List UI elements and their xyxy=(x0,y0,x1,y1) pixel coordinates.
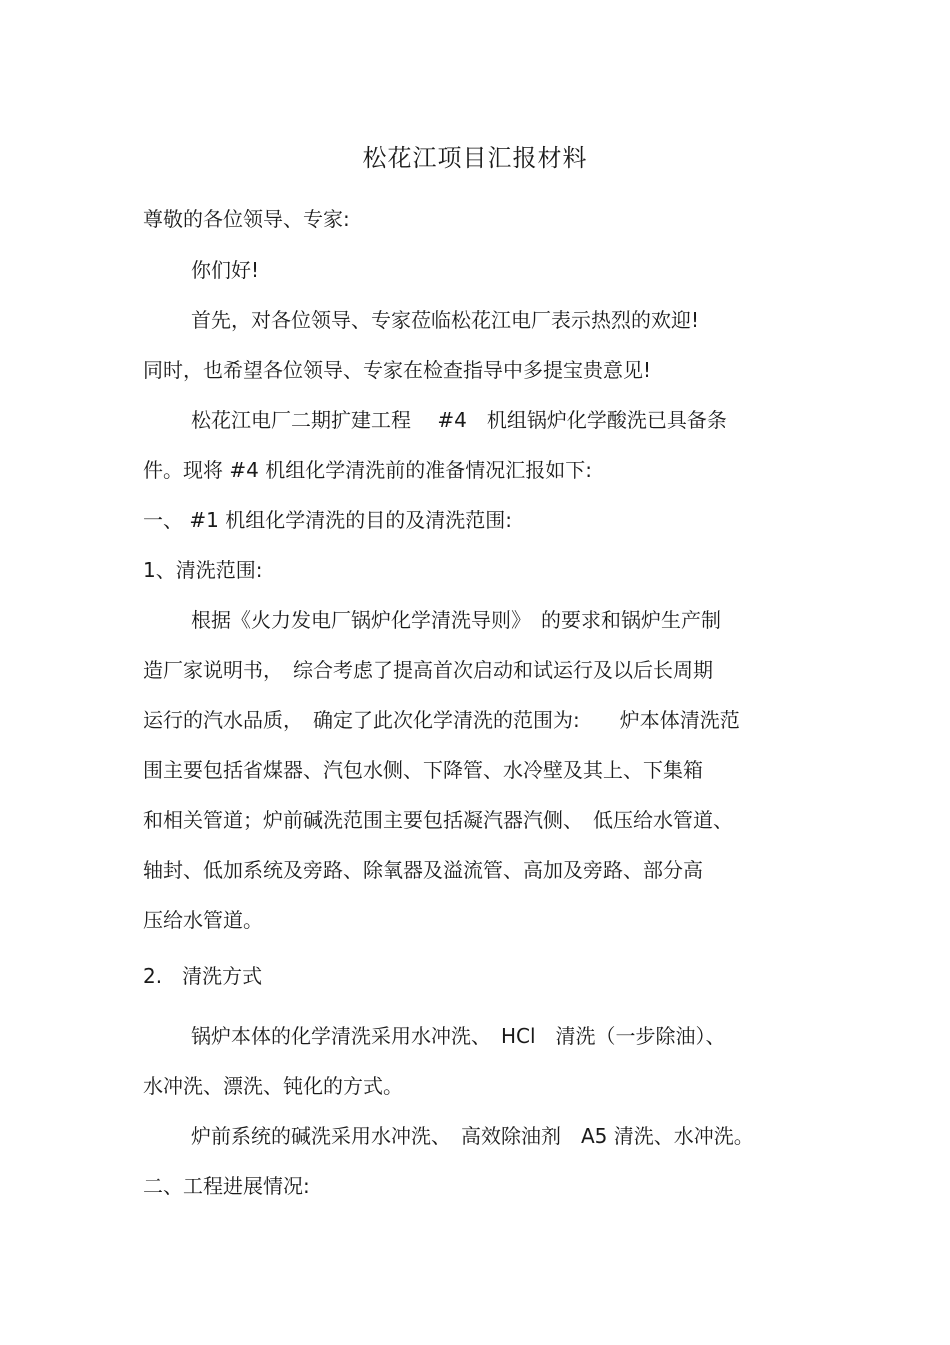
section-heading-1: 一、 #1 机组化学清洗的目的及清洗范围: xyxy=(143,508,512,532)
body-line: 锅炉本体的化学清洗采用水冲洗、 HCl 清洗（一步除油）、 xyxy=(191,1024,726,1048)
subsection-heading-1: 1、清洗范围: xyxy=(143,558,263,582)
body-line: 同时，也希望各位领导、专家在检查指导中多提宝贵意见! xyxy=(143,358,652,382)
body-line: 压给水管道。 xyxy=(143,908,263,932)
body-line: 件。现将 #4 机组化学清洗前的准备情况汇报如下: xyxy=(143,458,592,482)
section-heading-2: 二、工程进展情况: xyxy=(143,1174,310,1198)
body-line: 运行的汽水品质， 确定了此次化学清洗的范围为: 炉本体清洗范 xyxy=(143,708,740,732)
document-title: 松花江项目汇报材料 xyxy=(362,144,588,172)
body-line: 炉前系统的碱洗采用水冲洗、 高效除油剂 A5 清洗、水冲洗。 xyxy=(191,1124,754,1148)
body-line: 轴封、低加系统及旁路、除氧器及溢流管、高加及旁路、部分高 xyxy=(143,858,703,882)
greeting-line: 你们好! xyxy=(191,258,260,282)
body-line: 围主要包括省煤器、汽包水侧、下降管、水冷壁及其上、下集箱 xyxy=(143,758,703,782)
body-line: 根据《火力发电厂锅炉化学清洗导则》 的要求和锅炉生产制 xyxy=(191,608,721,632)
salutation-line: 尊敬的各位领导、专家: xyxy=(143,207,350,231)
body-line: 水冲洗、漂洗、钝化的方式。 xyxy=(143,1074,403,1098)
body-line: 首先，对各位领导、专家莅临松花江电厂表示热烈的欢迎! xyxy=(191,308,700,332)
body-line: 和相关管道；炉前碱洗范围主要包括凝汽器汽侧、 低压给水管道、 xyxy=(143,808,733,832)
subsection-heading-2: 2. 清洗方式 xyxy=(143,964,263,988)
body-line: 松花江电厂二期扩建工程 #4 机组锅炉化学酸洗已具备条 xyxy=(191,408,727,432)
body-line: 造厂家说明书， 综合考虑了提高首次启动和试运行及以后长周期 xyxy=(143,658,713,682)
